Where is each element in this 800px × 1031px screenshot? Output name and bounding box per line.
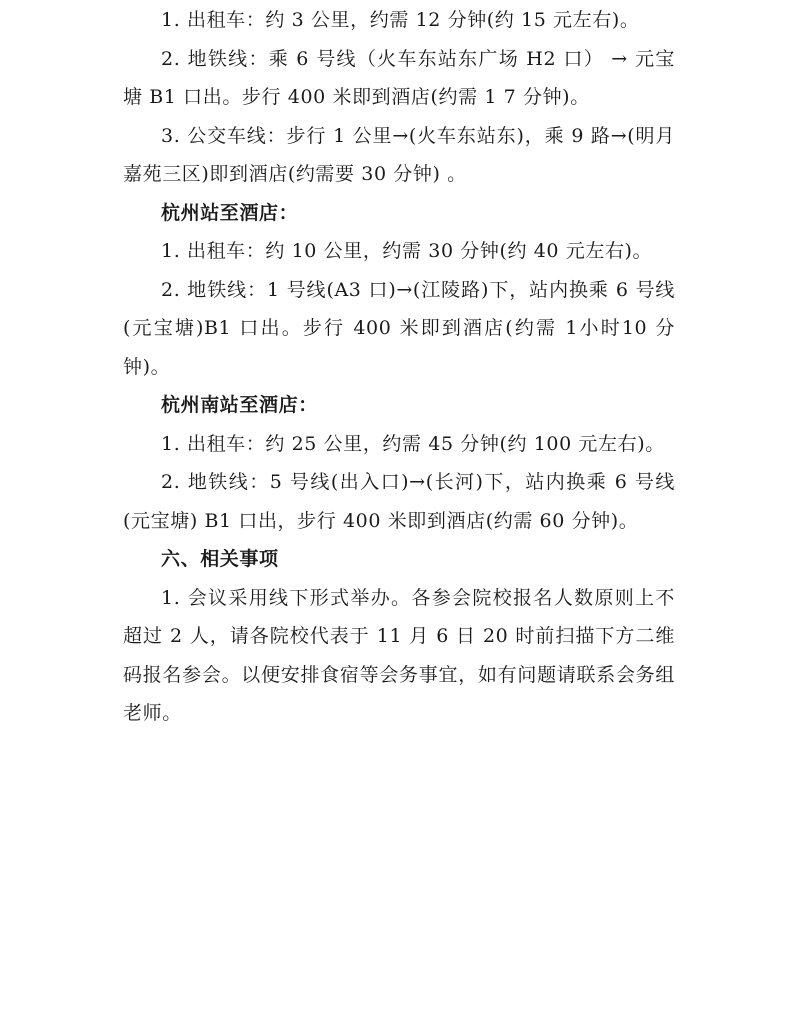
taxi-from-east-station: 1. 出租车：约 3 公里，约需 12 分钟(约 15 元左右)。 — [161, 9, 640, 31]
document-body — [123, 1, 675, 733]
taxi-from-south-station: 1. 出租车：约 25 公里，约需 45 分钟(约 100 元左右)。 — [161, 432, 665, 455]
heading-hangzhou-station: 杭州站至酒店： — [161, 201, 299, 224]
registration-paragraph: 1. 会议采用线下形式举办。各参会院校报名人数原则上不超过 2 人，请各院校代表于 11 月 6 日 20 时前扫描下方二维码报名参会。以便安排食宿等会务事宜，如有问题请联系会务组老师。 — [123, 586, 675, 724]
heading-hangzhou-south-station: 杭州南站至酒店： — [161, 394, 318, 416]
metro-from-hangzhou-station: 2. 地铁线：1 号线(A3 口)→(江陵路)下，站内换乘 6 号线(元宝塘)B1 口出。步行 400 米即到酒店(约需 1小时10 分钟)。 — [123, 278, 675, 378]
section-heading-related-matters: 六、相关事项 — [161, 548, 279, 570]
metro-from-south-station: 2. 地铁线：5 号线(出入口)→(长河)下，站内换乘 6 号线(元宝塘) B1 口出，步行 400 米即到酒店(约需 60 分钟)。 — [123, 471, 675, 532]
metro-from-east-station: 2. 地铁线：乘 6 号线（火车东站东广场 H2 口） → 元宝塘 B1 口出。步行 400 米即到酒店(约需 1 7 分钟)。 — [123, 47, 675, 108]
bus-from-east-station: 3. 公交车线：步行 1 公里→(火车东站东)，乘 9 路→(明月嘉苑三区)即到酒店(约需要 30 分钟) 。 — [123, 124, 675, 185]
taxi-from-hangzhou-station: 1. 出租车：约 10 公里，约需 30 分钟(约 40 元左右)。 — [161, 240, 653, 262]
